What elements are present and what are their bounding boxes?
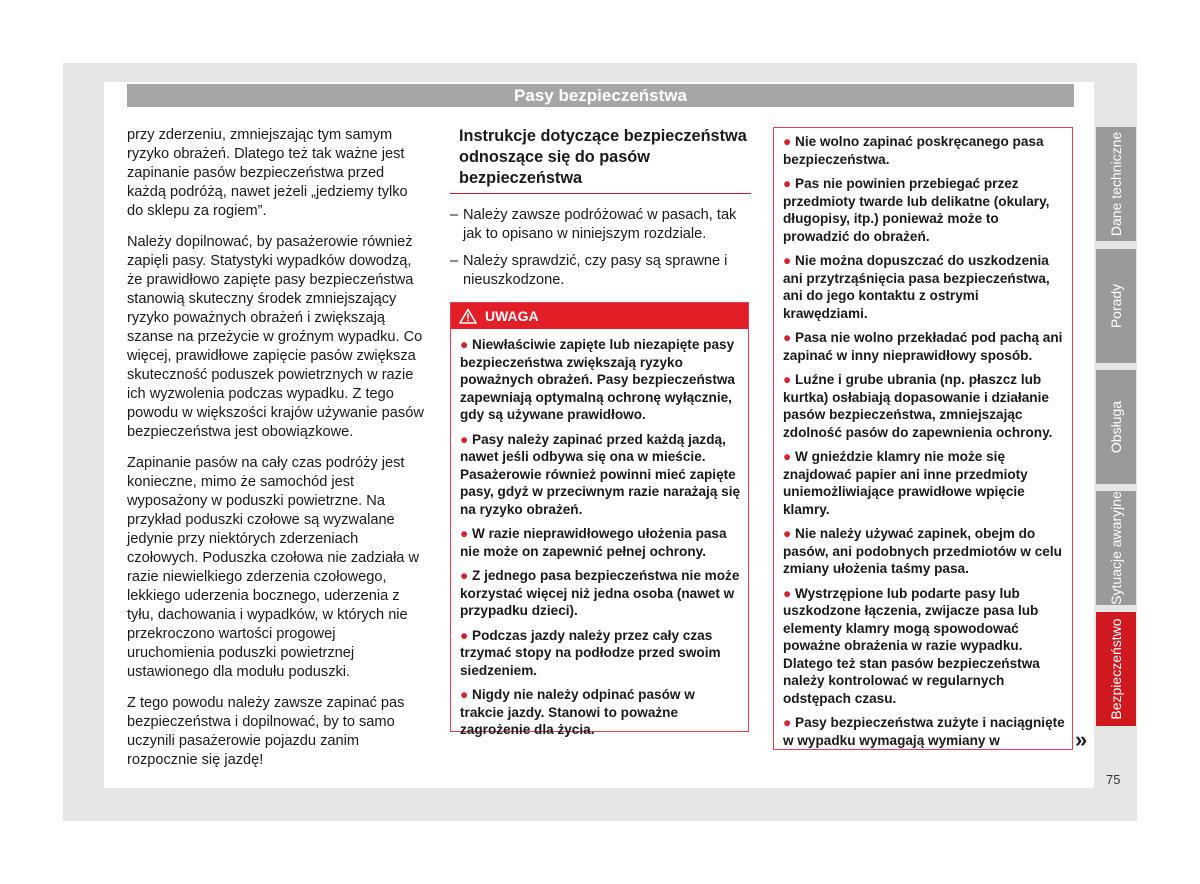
- bullet-icon: ●: [460, 568, 469, 583]
- warning-item: [783, 252, 1066, 322]
- warning-text: W razie nieprawidłowego ułożenia pasa nie może on zapewnić pełnej ochrony.: [460, 526, 727, 559]
- bullet-icon: ●: [460, 687, 469, 702]
- warning-text: Pasy bezpieczeństwa zużyte i naciągnięte w wypadku wymagają wymiany w: [783, 715, 1065, 748]
- bullet-icon: ●: [783, 372, 792, 387]
- warning-item: [460, 686, 742, 739]
- warning-item: [460, 525, 742, 560]
- warning-text: Nigdy nie należy odpinać pasów w trakcie jazdy. Stanowi to poważne zagrożenie dla życia.: [460, 687, 695, 737]
- warning-item: [783, 585, 1066, 708]
- warning-text: Z jednego pasa bezpieczeństwa nie może korzystać więcej niż jedna osoba (nawet w przypadku dzieci).: [460, 568, 740, 618]
- paragraph: Zapinanie pasów na cały czas podróży jest konieczne, mimo że samochód jest wyposażony w poduszki powietrzne. Na przykład poduszki czołowe są wyzwalane jedynie przy niektórych zderzeniach czołowych. Poduszka czołowa nie zadziała w razie niewielkiego zderzenia czołowego, lekkiego uderzenia bocznego, uderzenia z tyłu, dachowania i wypadków, w których nie przekroczono wartości progowej uruchomienia poduszki powietrznej ustawionego dla modułu poduszki.: [127, 455, 420, 680]
- warning-item: [460, 431, 742, 519]
- tab-label: Porady: [1108, 283, 1124, 329]
- tab-label: Obsługa: [1108, 400, 1124, 454]
- chapter-header: Pasy bezpieczeństwa: [127, 84, 1074, 107]
- bullet-icon: ●: [460, 526, 469, 541]
- warning-text: Pas nie powinien przebiegać przez przedmioty twarde lub delikatne (okulary, długopisy, itp.) ponieważ może to prowadzić do obrażeń.: [783, 176, 1050, 244]
- paragraph: przy zderzeniu, zmniejszając tym samym ryzyko obrażeń. Dlatego też tak ważne jest zapinanie pasów bezpieczeństwa przed każdą podróżą, nawet jeżeli „jedziemy tylko do sklepu za rogiem”.: [127, 127, 408, 219]
- warning-item: [783, 133, 1066, 168]
- bullet-icon: ●: [783, 176, 792, 191]
- warning-text: Pasy należy zapinać przed każdą jazdą, nawet jeśli odbywa się ona w mieście. Pasażerowie również powinni mieć zapięte pasy, gdyż w przeciwnym razie narażają się na ryzyko obrażeń.: [460, 431, 741, 517]
- tab-bezpieczenstwo[interactable]: [1096, 612, 1136, 726]
- bullet-icon: ●: [783, 526, 792, 541]
- dash-marker: –: [450, 207, 459, 223]
- warning-item: [783, 525, 1066, 578]
- list-item: [450, 252, 751, 290]
- bullet-icon: ●: [460, 627, 469, 643]
- warning-item: [783, 448, 1066, 518]
- tab-label: Bezpieczeństwo: [1108, 618, 1124, 720]
- warning-item: [783, 714, 1066, 749]
- warning-text: Pasa nie wolno przekładać pod pachą ani zapinać w inny nieprawidłowy sposób.: [783, 330, 1063, 363]
- safety-instructions-column: [450, 124, 751, 298]
- bullet-icon: ●: [460, 337, 469, 352]
- warning-text: Podczas jazdy należy przez cały czas trzymać stopy na podłodze przed swoim siedzeniem.: [460, 627, 721, 678]
- warning-text: W gnieździe klamry nie może się znajdować papier ani inne przedmioty uniemożliwiające prawidłowe wpięcie klamry.: [783, 449, 1028, 517]
- warning-text: Niewłaściwie zapięte lub niezapięte pasy bezpieczeństwa zwiększają ryzyko poważnych obrażeń. Pasy bezpieczeństwa zapewniają optymalną ochronę wyłącznie, gdy są używane prawidłowo.: [460, 337, 735, 422]
- bullet-icon: ●: [783, 449, 792, 464]
- bullet-icon: ●: [783, 134, 792, 149]
- body-text-column: [127, 126, 425, 782]
- warning-box-continued: [773, 127, 1073, 750]
- list-item-text: Należy zawsze podróżować w pasach, tak jak to opisano w niniejszym rozdziale.: [463, 207, 737, 242]
- list-item-text: Należy sprawdzić, czy pasy są sprawne i nieuszkodzone.: [463, 253, 728, 288]
- page-number: 75: [1106, 772, 1121, 787]
- bullet-icon: ●: [783, 585, 792, 601]
- warning-item: [783, 371, 1066, 441]
- warning-item: [783, 175, 1066, 245]
- instruction-list: [450, 206, 751, 290]
- tab-obsluga[interactable]: [1096, 370, 1136, 484]
- continue-marker-icon: »: [1075, 727, 1088, 752]
- section-title: Instrukcje dotyczące bezpieczeństwa odnoszące się do pasów bezpieczeństwa: [450, 124, 751, 194]
- tab-label: Dane techniczne: [1108, 131, 1124, 237]
- tab-dane-techniczne[interactable]: [1096, 127, 1136, 241]
- paragraph: Z tego powodu należy zawsze zapinać pas bezpieczeństwa i dopilnować, by to samo uczynili pasażerowie pojazdu zanim rozpocznie się jazdę!: [127, 695, 405, 768]
- warning-item: [783, 329, 1066, 364]
- tab-sytuacje-awaryjne[interactable]: [1096, 491, 1136, 605]
- warning-item: [460, 567, 742, 620]
- warning-text: Luźne i grube ubrania (np. płaszcz lub kurtka) osłabiają dopasowanie i działanie pasów bezpieczeństwa, zmniejszając zdolność pasów do zapewnienia ochrony.: [783, 372, 1053, 440]
- warning-text: Nie można dopuszczać do uszkodzenia ani przytrząśnięcia pasa bezpieczeństwa, ani do jego kontaktu z ostrymi krawędziami.: [783, 253, 1050, 321]
- bullet-icon: ●: [460, 431, 469, 447]
- warning-box: [450, 302, 749, 737]
- warning-list: [774, 128, 1072, 749]
- warning-item: [460, 336, 742, 424]
- bullet-icon: ●: [783, 330, 792, 345]
- bullet-icon: ●: [783, 715, 792, 730]
- tab-label: Sytuacje awaryjne: [1108, 491, 1124, 605]
- warning-title: UWAGA: [485, 307, 539, 324]
- tab-porady[interactable]: [1096, 249, 1136, 363]
- dash-marker: –: [450, 253, 459, 269]
- warning-text: Wystrzępione lub podarte pasy lub uszkodzone łączenia, zwijacze pasa lub elementy klamry mogą spowodować poważne obrażenia w razie wypadku. Dlatego też stan pasów bezpieczeństwa należy kontrolować w regularnych odstępach czasu.: [783, 585, 1040, 706]
- paragraph: Należy dopilnować, by pasażerowie również zapięli pasy. Statystyki wypadków dowodzą, że prawidłowo zapięte pasy bezpieczeństwa stanowią skuteczny środek zmniejszający ryzyko poważnych obrażeń i zwiększają szanse na przeżycie w groźnym wypadku. Co więcej, prawidłowe zapięcie pasów zwiększa skuteczność poduszek powietrznych w razie ich wyzwolenia podczas wypadku. Z tego powodu w większości krajów używanie pasów bezpieczeństwa jest obowiązkowe.: [127, 234, 424, 440]
- list-item: [450, 206, 751, 244]
- warning-list: [451, 329, 748, 739]
- warning-triangle-icon: [459, 308, 477, 324]
- bullet-icon: ●: [783, 253, 792, 268]
- warning-item: [460, 627, 742, 680]
- warning-header: [451, 303, 748, 329]
- warning-text: Nie należy używać zapinek, obejm do pasów, ani podobnych przedmiotów w celu zmiany ułożenia taśmy pasa.: [783, 526, 1062, 576]
- warning-text: Nie wolno zapinać poskręcanego pasa bezpieczeństwa.: [783, 134, 1044, 167]
